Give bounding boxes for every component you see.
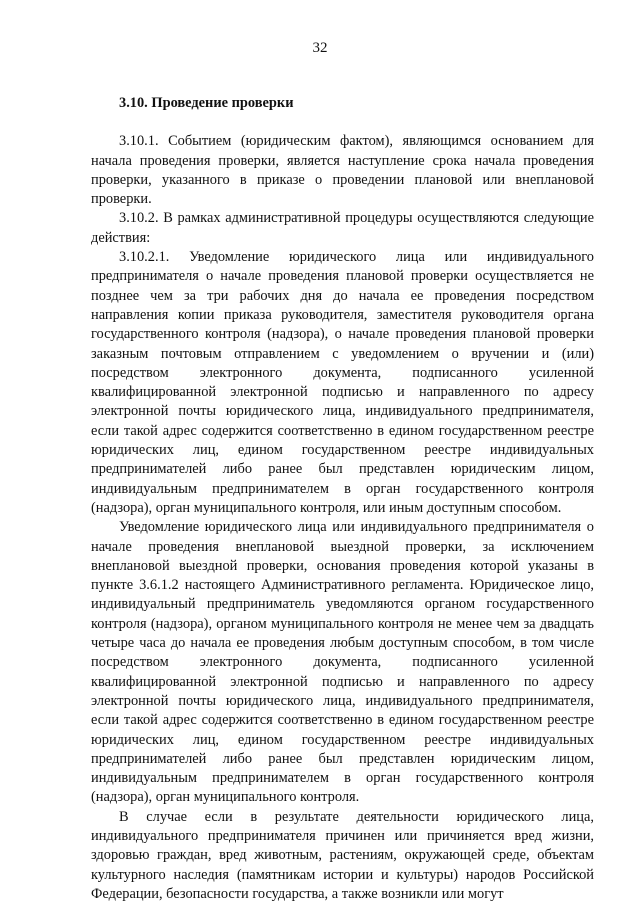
paragraph-3-10-1: 3.10.1. Событием (юридическим фактом), являющимся основанием для начала проведения проверки, является наступление срока начала проведения проверки, указанного в приказе о проведении плановой или внеплановой проверки. (91, 133, 594, 208)
document-body (91, 94, 594, 904)
paragraph-3-10-2: 3.10.2. В рамках административной процедуры осуществляются следующие действия: (91, 210, 594, 246)
paragraph-3-10-2-1: 3.10.2.1. Уведомление юридического лица или индивидуального предпринимателя о начале проведения плановой проверки осуществляется не позднее чем за три рабочих дня до начала ее проведения посредством направления копии приказа руководителя, заместителя руководителя органа государственного контроля (надзора), о начале проведения плановой проверки заказным почтовым отправлением с уведомлением о вручении и (или) посредством электронного документа, подписанного усиленной квалифицированной электронной подписью и направленного по адресу электронной почты юридического лица, индивидуального предпринимателя, если такой адрес содержится соответственно в едином государственном реестре юридических лиц, едином государственном реестре индивидуальных предпринимателей либо ранее был представлен юридическим лицом, индивидуальным предпринимателем в орган государственного контроля (надзора), орган муниципального контроля, или иным доступным способом. (91, 249, 594, 516)
paragraph-harm-case: В случае если в результате деятельности юридического лица, индивидуального предпринимателя причинен или причиняется вред жизни, здоровью граждан, вред животным, растениям, окружающей среде, объектам культурного наследия (памятникам истории и культуры) народов Российской Федерации, безопасности государства, а также возникли или могут (91, 808, 594, 902)
page-number: 32 (312, 40, 328, 56)
section-heading: 3.10. Проведение проверки (119, 95, 294, 111)
paragraph-unscheduled-notice: Уведомление юридического лица или индивидуального предпринимателя о начале проведения внеплановой выездной проверки, за исключением внеплановой выездной проверки, основания проведения которой указаны в пункте 3.6.1.2 настоящего Административного регламента. Юридическое лицо, индивидуальный предприниматель уведомляются органом государственного контроля (надзора), органом муниципального контроля не менее чем за двадцать четыре часа до начала ее проведения любым доступным способом, в том числе посредством электронного документа, подписанного усиленной квалифицированной электронной подписью и направленного по адресу электронной почты юридического лица, индивидуального предпринимателя, если такой адрес содержится соответственно в едином государственном реестре юридических лиц, едином государственном реестре индивидуальных предпринимателей либо ранее был представлен юридическим лицом, индивидуальным предпринимателем в орган государственного контроля (надзора), орган муниципального контроля. (91, 519, 594, 806)
